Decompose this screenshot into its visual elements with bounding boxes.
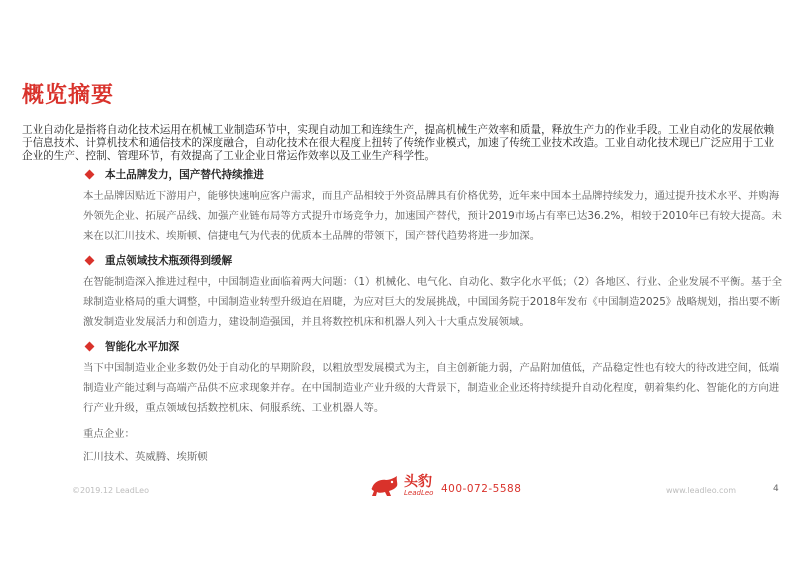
section-heading-3 <box>86 339 179 354</box>
section-body-3: 当下中国制造业企业多数仍处于自动化的早期阶段，以粗放型发展模式为主，自主创新能力弱，产品附加值低，产品稳定性也有较大的待改进空间，低端制造业产能过剩与高端产品供不应求现象并存。在中国制造业产业升级的大背景下，制造业企业还将持续提升自动化程度，朝着集约化、智能化的方向进行产业升级，重点领域包括数控机床、伺服系统、工业机器人等。 <box>83 362 780 414</box>
phone-number: 400-072-5588 <box>441 483 522 495</box>
diamond-bullet-icon <box>85 170 95 180</box>
key-companies-label: 重点企业： <box>83 428 135 440</box>
section-body-2: 在智能制造深入推进过程中，中国制造业面临着两大问题：（1）机械化、电气化、自动化、数字化水平低；（2）各地区、行业、企业发展不平衡。基于全球制造业格局的重大调整，中国制造业转型升级迫在眉睫，为应对巨大的发展挑战，中国国务院于2018年发布《中国制造2025》战略规划，指出要不断激发制造业发展活力和创造力，建设制造强国，并且将数控机床和机器人列入十大重点发展领域。 <box>83 276 782 328</box>
leopard-icon <box>370 474 400 498</box>
section-heading-2 <box>86 253 232 268</box>
intro-paragraph: 工业自动化是指将自动化技术运用在机械工业制造环节中，实现自动加工和连续生产，提高机械生产效率和质量，释放生产力的作业手段。工业自动化的发展依赖于信息技术、计算机技术和通信技术的深度融合，自动化技术在很大程度上扭转了传统作业模式，加速了传统工业技术改造。工业自动化技术现已广泛应用于工业企业的生产、控制、管理环节，有效提高了工业企业日常运作效率以及工业生产科学性。 <box>22 124 775 162</box>
key-companies-list: 汇川技术、英威腾、埃斯顿 <box>83 451 208 463</box>
section-heading-text: 本土品牌发力，国产替代持续推进 <box>105 169 264 181</box>
section-heading-text: 重点领域技术瓶颈得到缓解 <box>105 255 233 267</box>
section-body-1: 本土品牌因贴近下游用户，能够快速响应客户需求，而且产品相较于外资品牌具有价格优势，近年来中国本土品牌持续发力，通过提升技术水平、并购海外领先企业、拓展产品线、加强产业链布局等方式提升市场竞争力，加速国产替代，预计2019市场占有率已达36.2%，相较于2010年已有较大提高。未来在以汇川技术、埃斯顿、信捷电气为代表的优质本土品牌的带领下，国产替代趋势将进一步加深。 <box>83 190 782 242</box>
diamond-bullet-icon <box>85 342 95 352</box>
copyright-text: ©2019.12 LeadLeo <box>72 486 149 495</box>
page-title: 概览摘要 <box>22 83 115 108</box>
section-heading-1 <box>86 167 264 182</box>
section-heading-text: 智能化水平加深 <box>105 341 180 353</box>
page-number: 4 <box>773 484 779 494</box>
diamond-bullet-icon <box>85 256 95 266</box>
logo-english-name: LeadLeo <box>404 489 434 497</box>
website-link[interactable]: www.leadleo.com <box>666 486 737 495</box>
logo-chinese-name: 头豹 <box>404 474 432 490</box>
leadleo-logo <box>370 474 433 498</box>
